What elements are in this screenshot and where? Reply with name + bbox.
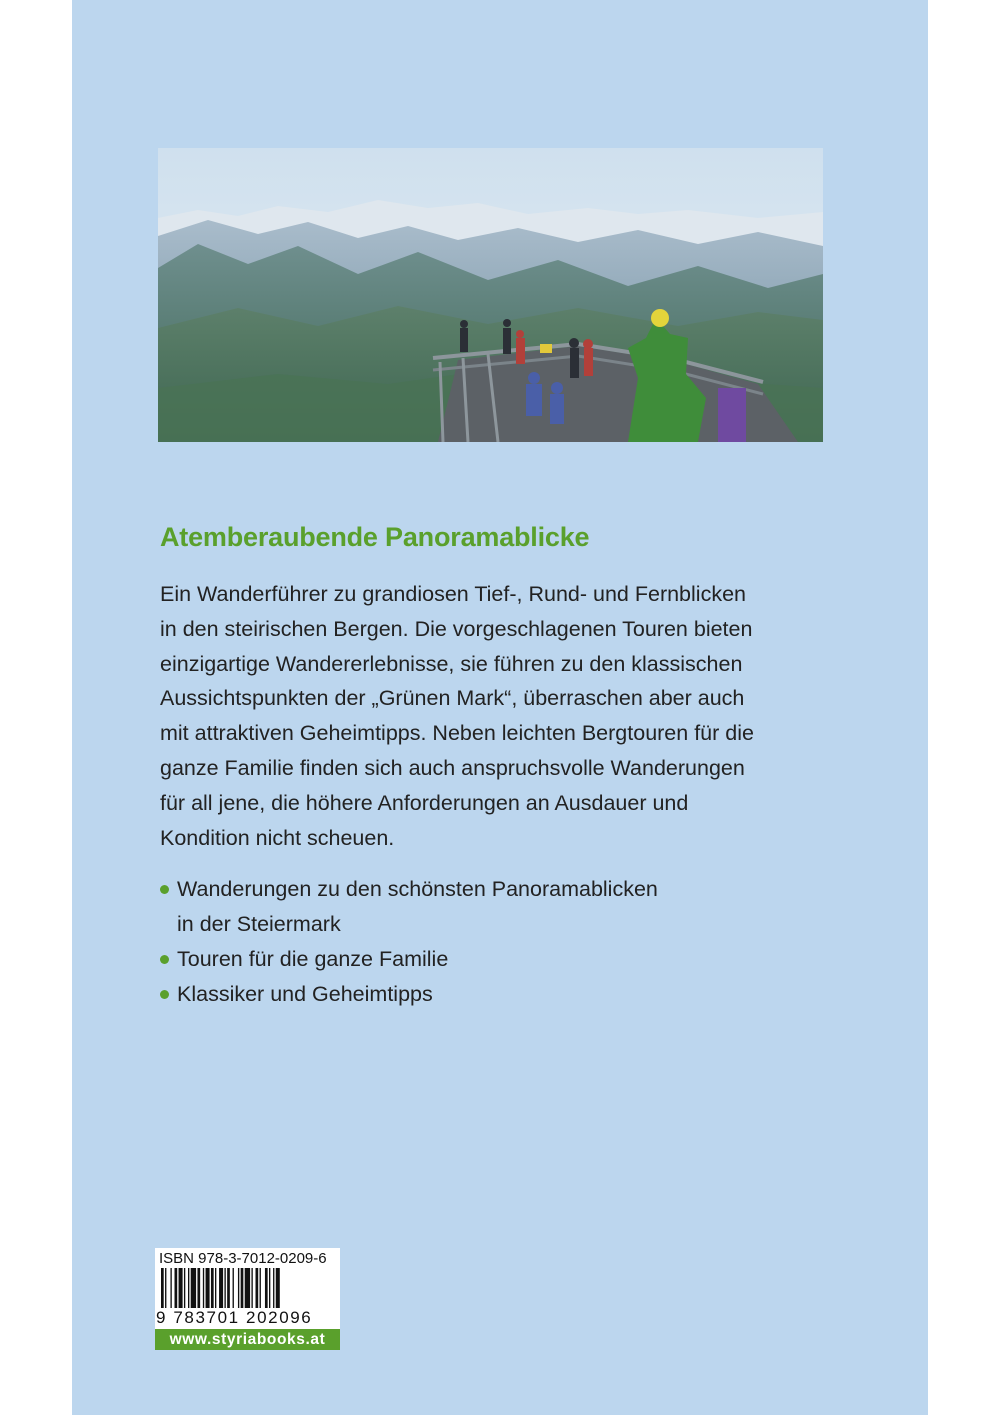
description-line: in den steirischen Bergen. Die vorgeschlagenen Touren bieten xyxy=(160,616,753,641)
headline: Atemberaubende Panoramablicke xyxy=(160,522,590,552)
isbn-label: ISBN 978-3-7012-0209-6 xyxy=(159,1250,327,1267)
list-item xyxy=(160,872,840,942)
panorama-photo xyxy=(158,148,823,442)
description-line: einzigartige Wandererlebnisse, sie führen zu den klassischen xyxy=(160,651,743,676)
bullet-dot-icon xyxy=(160,955,169,964)
description-line: Aussichtspunkten der „Grünen Mark“, überraschen aber auch xyxy=(160,686,745,711)
list-item-text: Touren für die ganze Familie xyxy=(177,947,449,971)
bullet-dot-icon xyxy=(160,885,169,894)
list-item-text: Klassiker und Geheimtipps xyxy=(177,982,433,1006)
list-item-text: Wanderungen zu den schönsten Panoramablicken xyxy=(177,877,658,901)
barcode-block xyxy=(155,1248,340,1350)
ean-digits xyxy=(155,1308,340,1328)
description-line: mit attraktiven Geheimtipps. Neben leichten Bergtouren für die xyxy=(160,721,754,746)
description-line: für all jene, die höhere Anforderungen an Ausdauer und xyxy=(160,790,689,815)
description-line: Kondition nicht scheuen. xyxy=(160,825,395,850)
feature-list xyxy=(160,872,840,1012)
list-item xyxy=(160,977,840,1012)
description-line: Ein Wanderführer zu grandiosen Tief-, Rund- und Fernblicken xyxy=(160,582,746,606)
list-item xyxy=(160,942,840,977)
bullet-dot-icon xyxy=(160,990,169,999)
description-line: ganze Familie finden sich auch anspruchsvolle Wanderungen xyxy=(160,755,745,780)
publisher-url: www.styriabooks.at xyxy=(155,1329,340,1350)
description xyxy=(160,577,840,855)
ean-digits-text: 9 783701 202096 xyxy=(156,1308,313,1327)
list-item-text: in der Steiermark xyxy=(177,912,341,936)
